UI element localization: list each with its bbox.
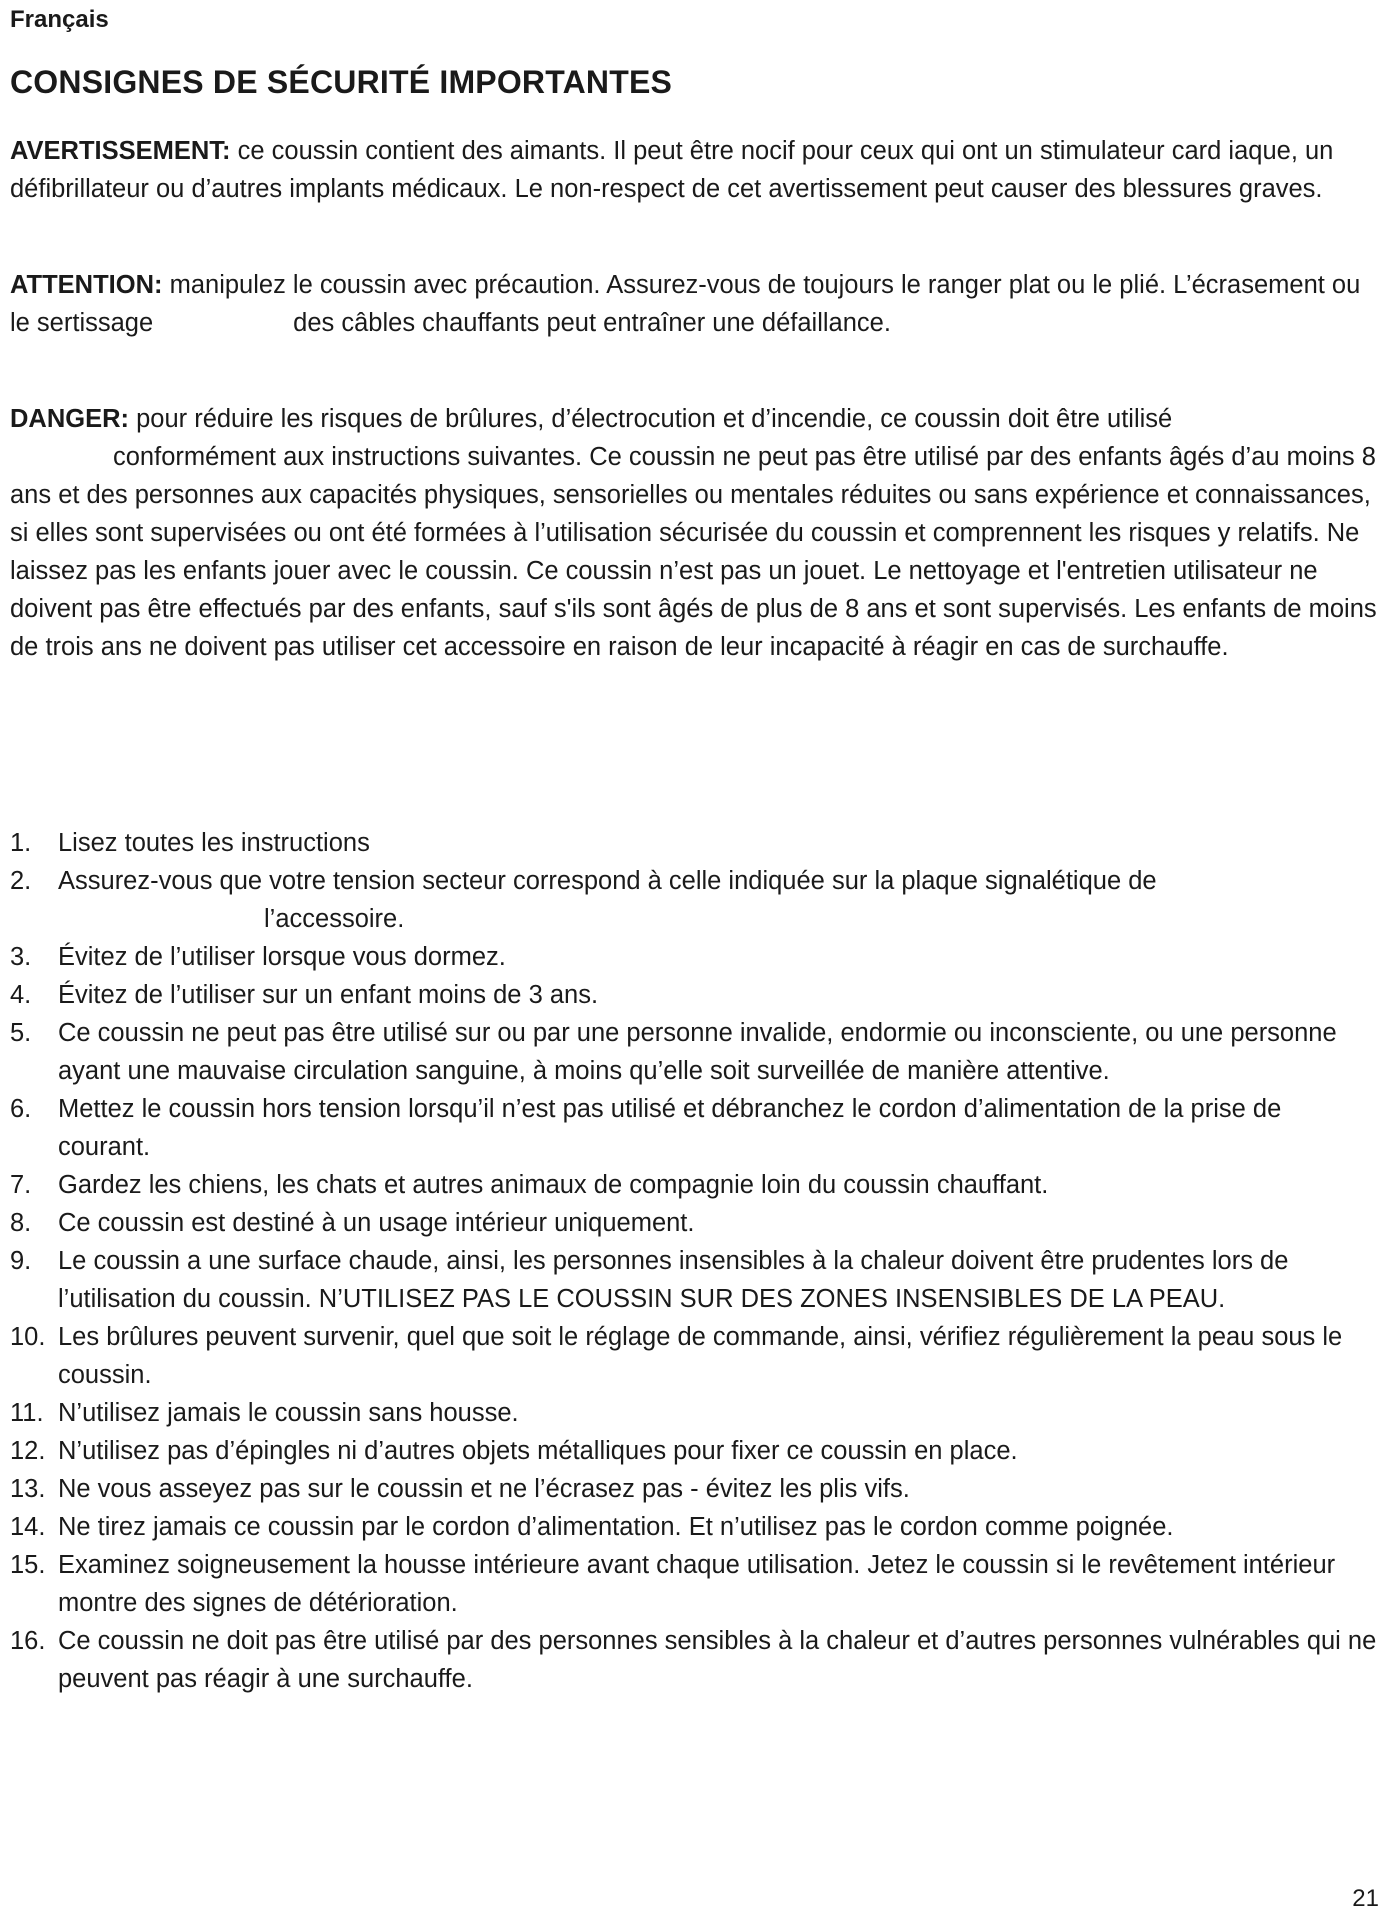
page-number: 21: [1352, 1885, 1379, 1912]
list-item: 14. Ne tirez jamais ce coussin par le cordon d’alimentation. Et n’utilisez pas le cordon comme poignée.: [10, 1513, 1174, 1541]
list-item: 16. Ce coussin ne doit pas être utilisé par des personnes sensibles à la chaleur et d’autres personnes vulnérables qui ne peuvent pas réagir à une surchauffe.: [10, 1627, 1377, 1693]
list-item: 1. Lisez toutes les instructions: [10, 829, 370, 857]
list-item: 10. Les brûlures peuvent survenir, quel que soit le réglage de commande, ainsi, vérifiez régulièrement la peau sous le coussin.: [10, 1323, 1343, 1389]
warning-label: AVERTISSEMENT:: [10, 137, 231, 165]
list-item: 8. Ce coussin est destiné à un usage intérieur uniquement.: [10, 1209, 695, 1237]
list-item: 4. Évitez de l’utiliser sur un enfant moins de 3 ans.: [10, 981, 599, 1009]
attention-text-1: manipulez le coussin avec précaution. Assurez-vous de toujours le ranger plat ou le plié. L’écrasement ou le sertissage: [10, 271, 1361, 337]
list-item: 6. Mettez le coussin hors tension lorsqu’il n’est pas utilisé et débranchez le cordon d’alimentation de la prise de courant.: [10, 1095, 1282, 1161]
list-item: 5. Ce coussin ne peut pas être utilisé sur ou par une personne invalide, endormie ou inconsciente, ou une personne ayant une mauvaise circulation sanguine, à moins qu’elle soit surveillée de manière attentive.: [10, 1019, 1337, 1085]
danger-text-1: pour réduire les risques de brûlures, d’électrocution et d’incendie, ce coussin doit être utilisé: [129, 405, 1173, 433]
list-item: 2. Assurez-vous que votre tension secteur correspond à celle indiquée sur la plaque signalétique de l’accessoire.: [10, 867, 1157, 933]
list-item: 13. Ne vous asseyez pas sur le coussin et ne l’écrasez pas - évitez les plis vifs.: [10, 1475, 910, 1503]
danger-text-2: conformément aux instructions suivantes. Ce coussin ne peut pas être utilisé par des enfants âgés d’au moins 8 ans et des personnes aux capacités physiques, sensorielles ou mentales réduites ou sans expérience et connaissances, si elles sont supervisées ou ont été formées à l’utilisation sécurisée du coussin et comprennent les risques y relatifs. Ne laissez pas les enfants jouer avec le coussin. Ce coussin n’est pas un jouet. Le nettoyage et l'entretien utilisateur ne doivent pas être effectués par des enfants, sauf s'ils sont âgés de plus de 8 ans et sont supervisés. Les enfants de moins de trois ans ne doivent pas utiliser cet accessoire en raison de leur incapacité à réagir en cas de surchauffe.: [10, 443, 1377, 661]
list-item: 7. Gardez les chiens, les chats et autres animaux de compagnie loin du coussin chauffant.: [10, 1171, 1049, 1199]
language-label: Français: [10, 6, 109, 33]
list-item: 3. Évitez de l’utiliser lorsque vous dormez.: [10, 943, 506, 971]
list-item: 12. N’utilisez pas d’épingles ni d’autres objets métalliques pour fixer ce coussin en place.: [10, 1437, 1018, 1465]
danger-paragraph: [10, 400, 1380, 666]
list-item: 9. Le coussin a une surface chaude, ainsi, les personnes insensibles à la chaleur doivent être prudentes lors de l’utilisation du coussin. N’UTILISEZ PAS LE COUSSIN SUR DES ZONES INSENSIBLES DE LA PEAU.: [10, 1247, 1289, 1313]
attention-label: ATTENTION:: [10, 271, 163, 299]
instructions-list: [10, 824, 1380, 1698]
attention-paragraph: [10, 266, 1380, 342]
list-item: 15. Examinez soigneusement la housse intérieure avant chaque utilisation. Jetez le coussin si le revêtement intérieur montre des signes de détérioration.: [10, 1551, 1336, 1617]
attention-text-2: des câbles chauffants peut entraîner une défaillance.: [293, 309, 891, 337]
warning-paragraph: [10, 132, 1380, 208]
page-title: CONSIGNES DE SÉCURITÉ IMPORTANTES: [10, 64, 673, 100]
warning-text: ce coussin contient des aimants. Il peut être nocif pour ceux qui ont un stimulateur card iaque, un défibrillateur ou d’autres implants médicaux. Le non-respect de cet avertissement peut causer des blessures graves.: [10, 137, 1334, 203]
list-item: 11. N’utilisez jamais le coussin sans housse.: [10, 1399, 519, 1427]
danger-label: DANGER:: [10, 405, 129, 433]
